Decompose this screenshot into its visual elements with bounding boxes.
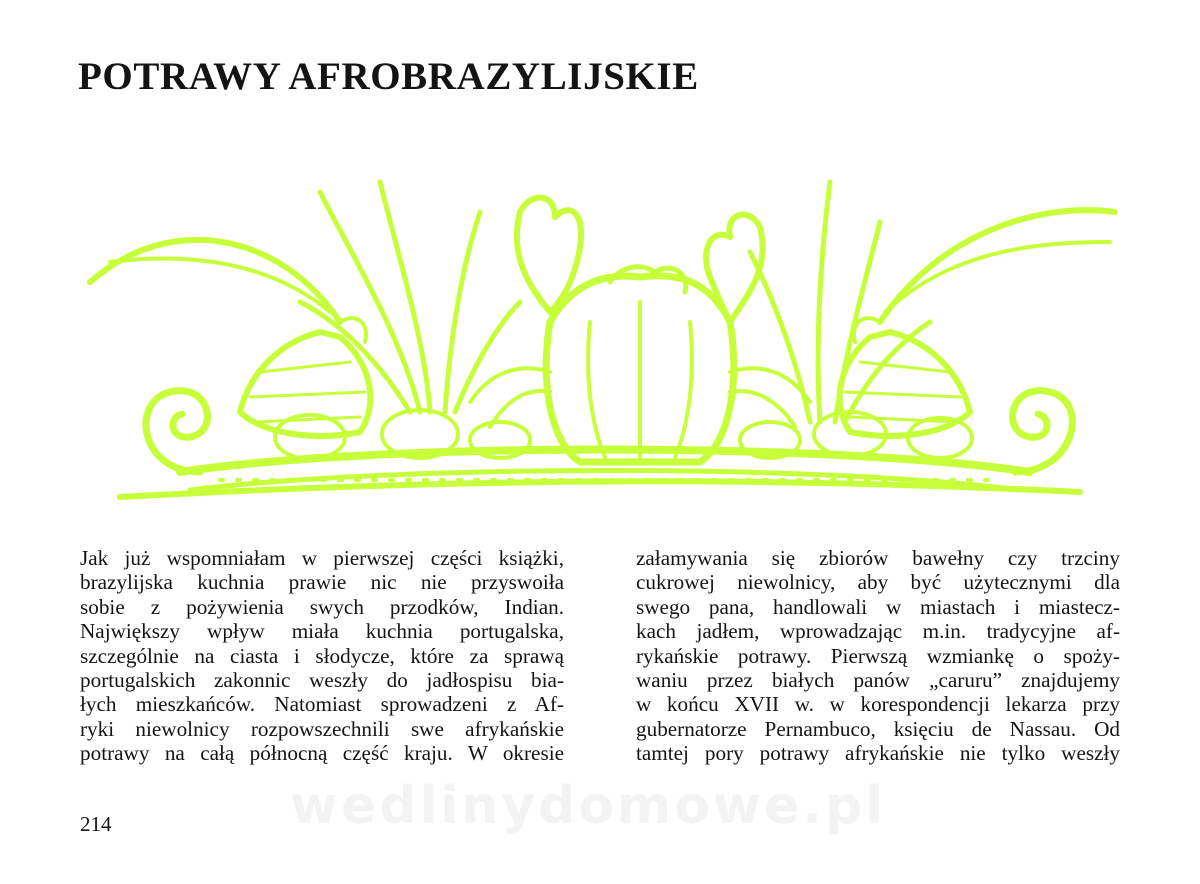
text-line: brazylijska kuchnia prawie nic nie przyswoiła — [80, 570, 564, 595]
text-line: łych mieszkańców. Natomiast sprowadzeni z Af- — [80, 692, 564, 717]
text-line: w końcu XVII w. w korespondencji lekarza przy — [636, 692, 1120, 717]
text-line: tamtej pory potrawy afrykańskie nie tylko weszły — [636, 741, 1120, 766]
text-line: Jak już wspomniałam w pierwszej części książki, — [80, 546, 564, 570]
left-lobster-antenna-icon — [90, 240, 340, 322]
right-scroll-icon — [1013, 391, 1073, 472]
text-line: rykańskie potrawy. Pierwszą wzmiankę o spoży- — [636, 643, 1120, 668]
text-line: cukrowej niewolnicy, aby być użytecznymi dla — [636, 570, 1120, 595]
text-line: ryki niewolnicy rozpowszechnili swe afrykańskie — [80, 716, 564, 741]
left-lobster-antenna-2-icon — [110, 259, 330, 312]
text-line: szczególnie na ciasta i słodycze, które za sprawą — [80, 643, 564, 668]
left-scroll-icon — [146, 391, 207, 472]
text-line: Największy wpływ miała kuchnia portugalska, — [80, 619, 564, 644]
text-line: potrawy na całą północną część kraju. W okresie — [80, 741, 564, 766]
page-number: 214 — [80, 812, 112, 836]
text-line: waniu przez białych panów „caruru” znajdujemy — [636, 668, 1120, 693]
text-line: sobie z pożywienia swych przodków, Indian. — [80, 594, 564, 619]
text-line: portugalskich zakonnic weszły do jadłospisu bia- — [80, 668, 564, 693]
left-leaves-icon — [300, 182, 520, 412]
right-text-column — [636, 546, 1120, 766]
text-line: kach jadłem, wprowadzając m.in. tradycyjne af- — [636, 619, 1120, 644]
right-lobster-antenna-icon — [880, 210, 1115, 322]
page-title: POTRAWY AFROBRAZYLIJSKIE — [78, 55, 699, 98]
left-text-column — [80, 546, 564, 766]
crab-right-claw-icon — [706, 215, 763, 322]
text-line: gubernatorze Pernambuco, księciu de Nassau. Od — [636, 716, 1120, 741]
seafood-platter-illustration — [80, 172, 1120, 512]
central-crab-body-icon — [546, 267, 734, 462]
text-line: swego pana, handlowali w miastach i miastecz- — [636, 594, 1120, 619]
watermark: wedlinydomowe.pl — [290, 776, 887, 836]
text-line: załamywania się zbiorów bawełny czy trzciny — [636, 546, 1120, 570]
